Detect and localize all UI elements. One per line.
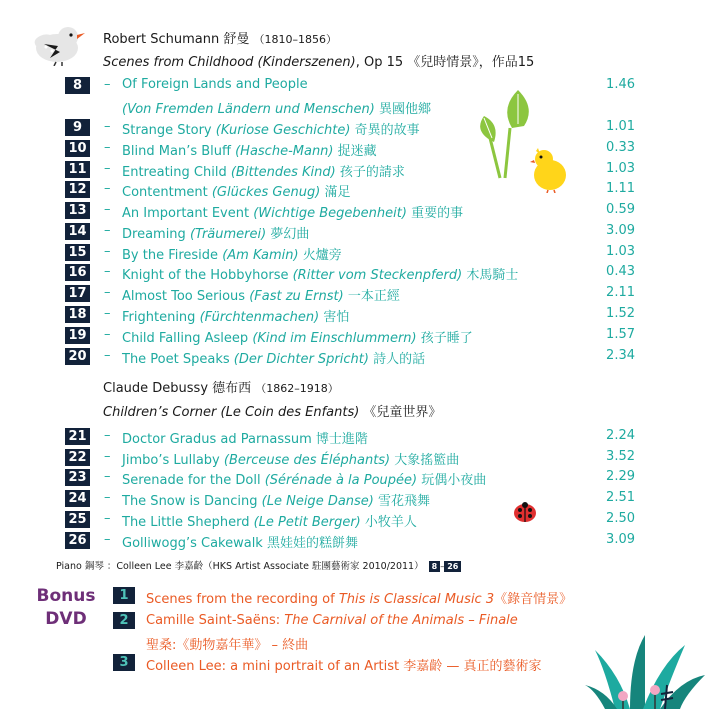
work-chinese: 《兒童世界》 bbox=[359, 405, 442, 420]
track-title-line bbox=[122, 469, 486, 488]
track-duration: 2.11 bbox=[606, 285, 635, 300]
track-dash: – bbox=[104, 449, 111, 464]
track-range-end: 26 bbox=[444, 561, 461, 572]
track-duration: 0.59 bbox=[606, 202, 635, 217]
track-duration: 2.29 bbox=[606, 469, 635, 484]
track-title-line bbox=[122, 348, 425, 367]
track-title-line bbox=[122, 264, 518, 283]
track-chinese-title: 火爐旁 bbox=[302, 248, 342, 263]
track-title-line bbox=[122, 285, 400, 304]
track-title: Golliwogg’s Cakewalk bbox=[122, 536, 263, 551]
track-number: 10 bbox=[65, 140, 90, 157]
track-chinese-title: 木馬騎士 bbox=[466, 268, 519, 283]
track-dash: – bbox=[104, 511, 111, 526]
track-duration: 3.09 bbox=[606, 532, 635, 547]
track-duration: 1.01 bbox=[606, 119, 635, 134]
track-number: 15 bbox=[65, 244, 90, 261]
track-title-line bbox=[122, 202, 463, 221]
track-title-line bbox=[122, 223, 309, 242]
track-title-line bbox=[122, 161, 405, 180]
track-title: Knight of the Hobbyhorse bbox=[122, 268, 289, 283]
grass-illustration bbox=[585, 630, 709, 709]
track-chinese-title: 一本正經 bbox=[347, 289, 400, 304]
track-original-title: (Träumerei) bbox=[189, 227, 267, 242]
track-number: 17 bbox=[65, 285, 90, 302]
track-duration: 1.03 bbox=[606, 161, 635, 176]
track-dash: – bbox=[104, 348, 111, 363]
track-chinese-title: 異國他鄉 bbox=[378, 102, 431, 117]
track-title-line bbox=[122, 77, 308, 92]
track-dash: – bbox=[104, 181, 111, 196]
track-chinese-title: 黑娃娃的糕餅舞 bbox=[266, 536, 358, 551]
track-duration: 3.52 bbox=[606, 449, 635, 464]
track-title: Blind Man’s Bluff bbox=[122, 144, 231, 159]
track-duration: 1.11 bbox=[606, 181, 635, 196]
track-dash: – bbox=[104, 202, 111, 217]
track-title-line bbox=[122, 181, 350, 200]
track-duration: 2.51 bbox=[606, 490, 635, 505]
track-title-line bbox=[122, 449, 459, 468]
track-chinese-title: 孩子睡了 bbox=[420, 331, 473, 346]
track-dash: – bbox=[104, 223, 111, 238]
track-dash: – bbox=[104, 264, 111, 279]
track-number: 18 bbox=[65, 306, 90, 323]
track-chinese-title: 大象搖籃曲 bbox=[394, 453, 460, 468]
track-title: Doctor Gradus ad Parnassum bbox=[122, 432, 312, 447]
composer-years: （1862–1918） bbox=[255, 382, 339, 395]
track-dash: – bbox=[104, 306, 111, 321]
track-duration: 0.43 bbox=[606, 264, 635, 279]
track-original-title: (Kind im Einschlummern) bbox=[252, 331, 417, 346]
debussy-work bbox=[103, 401, 441, 420]
track-dash: – bbox=[104, 244, 111, 259]
track-title-line bbox=[122, 511, 417, 530]
schumann-work bbox=[103, 51, 534, 70]
bonus-dvd-heading bbox=[36, 585, 96, 631]
track-row bbox=[65, 305, 635, 325]
track-number: 8 bbox=[65, 77, 90, 94]
dvd-item-title: Scenes from the recording of bbox=[146, 592, 339, 607]
track-number: 21 bbox=[65, 428, 90, 445]
track-row bbox=[65, 284, 635, 304]
track-title: The Little Shepherd bbox=[122, 515, 250, 530]
track-dash: – bbox=[104, 532, 111, 547]
track-row bbox=[65, 222, 635, 242]
track-title-line bbox=[122, 532, 358, 551]
dvd-item-chinese: 聖桑:《動物嘉年華》 – 終曲 bbox=[146, 638, 309, 653]
track-range-start: 8 bbox=[429, 561, 441, 572]
track-duration: 3.09 bbox=[606, 223, 635, 238]
track-row bbox=[65, 510, 635, 530]
track-title: Strange Story bbox=[122, 123, 212, 138]
track-row bbox=[65, 326, 635, 346]
work-title: Scenes from Childhood (Kinderszenen) bbox=[103, 55, 356, 70]
track-duration: 1.52 bbox=[606, 306, 635, 321]
dvd-item-title: Camille Saint-Saëns: bbox=[146, 613, 285, 628]
track-original-title: (Sérénade à la Poupée) bbox=[264, 473, 418, 488]
track-number: 25 bbox=[65, 511, 90, 528]
track-original-title: (Le Neige Danse) bbox=[261, 494, 374, 509]
bird-illustration bbox=[30, 22, 86, 66]
track-row bbox=[65, 531, 635, 551]
track-dash: – bbox=[104, 327, 111, 342]
track-title: Almost Too Serious bbox=[122, 289, 246, 304]
track-number: 16 bbox=[65, 264, 90, 281]
track-number: 22 bbox=[65, 449, 90, 466]
work-opus: , Op 15 《兒時情景》，作品15 bbox=[355, 55, 535, 70]
track-dash: – bbox=[104, 77, 111, 92]
track-original-title: (Der Dichter Spricht) bbox=[233, 352, 369, 367]
track-row bbox=[65, 468, 635, 488]
track-number: 19 bbox=[65, 327, 90, 344]
dvd-label: DVD bbox=[45, 609, 87, 629]
track-chinese-title: 小牧羊人 bbox=[364, 515, 417, 530]
chick-illustration bbox=[530, 145, 570, 193]
track-original-title: (Ritter vom Steckenpferd) bbox=[292, 268, 463, 283]
track-number: 13 bbox=[65, 202, 90, 219]
track-duration: 1.57 bbox=[606, 327, 635, 342]
dvd-item-number: 3 bbox=[113, 654, 135, 671]
track-chinese-title: 奇異的故事 bbox=[354, 123, 420, 138]
track-title: Contentment bbox=[122, 185, 208, 200]
track-duration: 0.33 bbox=[606, 140, 635, 155]
track-duration: 2.50 bbox=[606, 511, 635, 526]
track-original-title: (Am Kamin) bbox=[222, 248, 299, 263]
track-number: 23 bbox=[65, 469, 90, 486]
performer-text: Piano 鋼琴 ：Colleen Lee 李嘉齡（HKS Artist Associate 駐團藝術家 2010/2011） bbox=[56, 561, 424, 572]
track-original-title: (Kuriose Geschichte) bbox=[215, 123, 351, 138]
track-duration: 1.03 bbox=[606, 244, 635, 259]
track-original-title: (Hasche-Mann) bbox=[235, 144, 334, 159]
track-row bbox=[65, 243, 635, 263]
track-row bbox=[65, 489, 635, 509]
track-title: Dreaming bbox=[122, 227, 186, 242]
composer-name: Robert Schumann 舒曼 bbox=[103, 32, 250, 47]
track-title: An Important Event bbox=[122, 206, 250, 221]
performer-credit: Piano 鋼琴 ：Colleen Lee 李嘉齡（HKS Artist Associate 駐團藝術家 2010/2011） 8 – 26 bbox=[56, 558, 461, 572]
track-title: Serenade for the Doll bbox=[122, 473, 261, 488]
track-dash: – bbox=[104, 428, 111, 443]
track-title-line bbox=[122, 140, 377, 159]
track-title-line-2 bbox=[122, 98, 431, 117]
track-duration: 2.24 bbox=[606, 428, 635, 443]
track-chinese-title: 滿足 bbox=[324, 185, 351, 200]
track-title: The Snow is Dancing bbox=[122, 494, 258, 509]
track-dash: – bbox=[104, 469, 111, 484]
track-title-line bbox=[122, 244, 342, 263]
track-title-line bbox=[122, 306, 349, 325]
composer-years: （1810–1856） bbox=[253, 33, 337, 46]
track-title: Child Falling Asleep bbox=[122, 331, 249, 346]
track-dash: – bbox=[104, 161, 111, 176]
track-chinese-title: 詩人的話 bbox=[373, 352, 426, 367]
dvd-item-italic: This is Classical Music 3 bbox=[338, 592, 495, 607]
track-title-line bbox=[122, 428, 368, 447]
bonus-label: Bonus bbox=[36, 586, 96, 606]
track-title-line bbox=[122, 490, 430, 509]
track-dash: – bbox=[104, 119, 111, 134]
track-number: 20 bbox=[65, 348, 90, 365]
composer-name: Claude Debussy 德布西 bbox=[103, 381, 252, 396]
track-dash: – bbox=[104, 285, 111, 300]
track-original-title: (Wichtige Begebenheit) bbox=[253, 206, 407, 221]
dvd-item-chinese: 《錄音情景》 bbox=[494, 592, 573, 607]
track-original-title: (Fürchtenmachen) bbox=[199, 310, 320, 325]
track-chinese-title: 博士進階 bbox=[315, 432, 368, 447]
track-title: Frightening bbox=[122, 310, 196, 325]
track-title: Of Foreign Lands and People bbox=[122, 77, 308, 92]
track-original-title: (Glückes Genug) bbox=[211, 185, 321, 200]
track-chinese-title: 夢幻曲 bbox=[270, 227, 310, 242]
track-number: 14 bbox=[65, 223, 90, 240]
track-title-line bbox=[122, 119, 420, 138]
track-original-title: (Bittendes Kind) bbox=[230, 165, 336, 180]
track-chinese-title: 害怕 bbox=[323, 310, 350, 325]
track-row bbox=[65, 427, 635, 447]
track-title: The Poet Speaks bbox=[122, 352, 230, 367]
track-number: 9 bbox=[65, 119, 90, 136]
track-chinese-title: 重要的事 bbox=[411, 206, 464, 221]
track-chinese-title: 雪花飛舞 bbox=[378, 494, 431, 509]
track-dash: – bbox=[104, 490, 111, 505]
track-row bbox=[65, 347, 635, 367]
track-original-title: (Berceuse des Éléphants) bbox=[223, 453, 391, 468]
track-number: 26 bbox=[65, 532, 90, 549]
track-original-title: (Von Fremden Ländern und Menschen) bbox=[122, 102, 375, 117]
work-title: Children’s Corner (Le Coin des Enfants) bbox=[103, 405, 360, 420]
schumann-composer bbox=[103, 28, 337, 47]
track-chinese-title: 孩子的請求 bbox=[339, 165, 405, 180]
track-dash: – bbox=[104, 140, 111, 155]
track-number: 11 bbox=[65, 161, 90, 178]
track-number: 24 bbox=[65, 490, 90, 507]
dvd-item-number: 1 bbox=[113, 587, 135, 604]
dvd-item-number: 2 bbox=[113, 612, 135, 629]
track-row bbox=[65, 201, 635, 221]
track-row bbox=[65, 263, 635, 283]
track-title: Entreating Child bbox=[122, 165, 227, 180]
track-original-title: (Fast zu Ernst) bbox=[249, 289, 344, 304]
track-title-line bbox=[122, 327, 473, 346]
track-duration: 1.46 bbox=[606, 77, 635, 92]
track-chinese-title: 玩偶小夜曲 bbox=[421, 473, 487, 488]
track-number: 12 bbox=[65, 181, 90, 198]
track-duration: 2.34 bbox=[606, 348, 635, 363]
track-title: Jimbo’s Lullaby bbox=[122, 453, 220, 468]
track-original-title: (Le Petit Berger) bbox=[253, 515, 361, 530]
track-chinese-title: 捉迷藏 bbox=[337, 144, 377, 159]
ladybug-icon bbox=[512, 501, 538, 523]
track-title: By the Fireside bbox=[122, 248, 219, 263]
debussy-composer bbox=[103, 377, 339, 396]
dvd-item-title: Colleen Lee: a mini portrait of an Artist 李嘉齡 — 真正的藝術家 bbox=[146, 659, 542, 674]
dvd-item-italic: The Carnival of the Animals – Finale bbox=[284, 613, 518, 628]
track-row bbox=[65, 448, 635, 468]
